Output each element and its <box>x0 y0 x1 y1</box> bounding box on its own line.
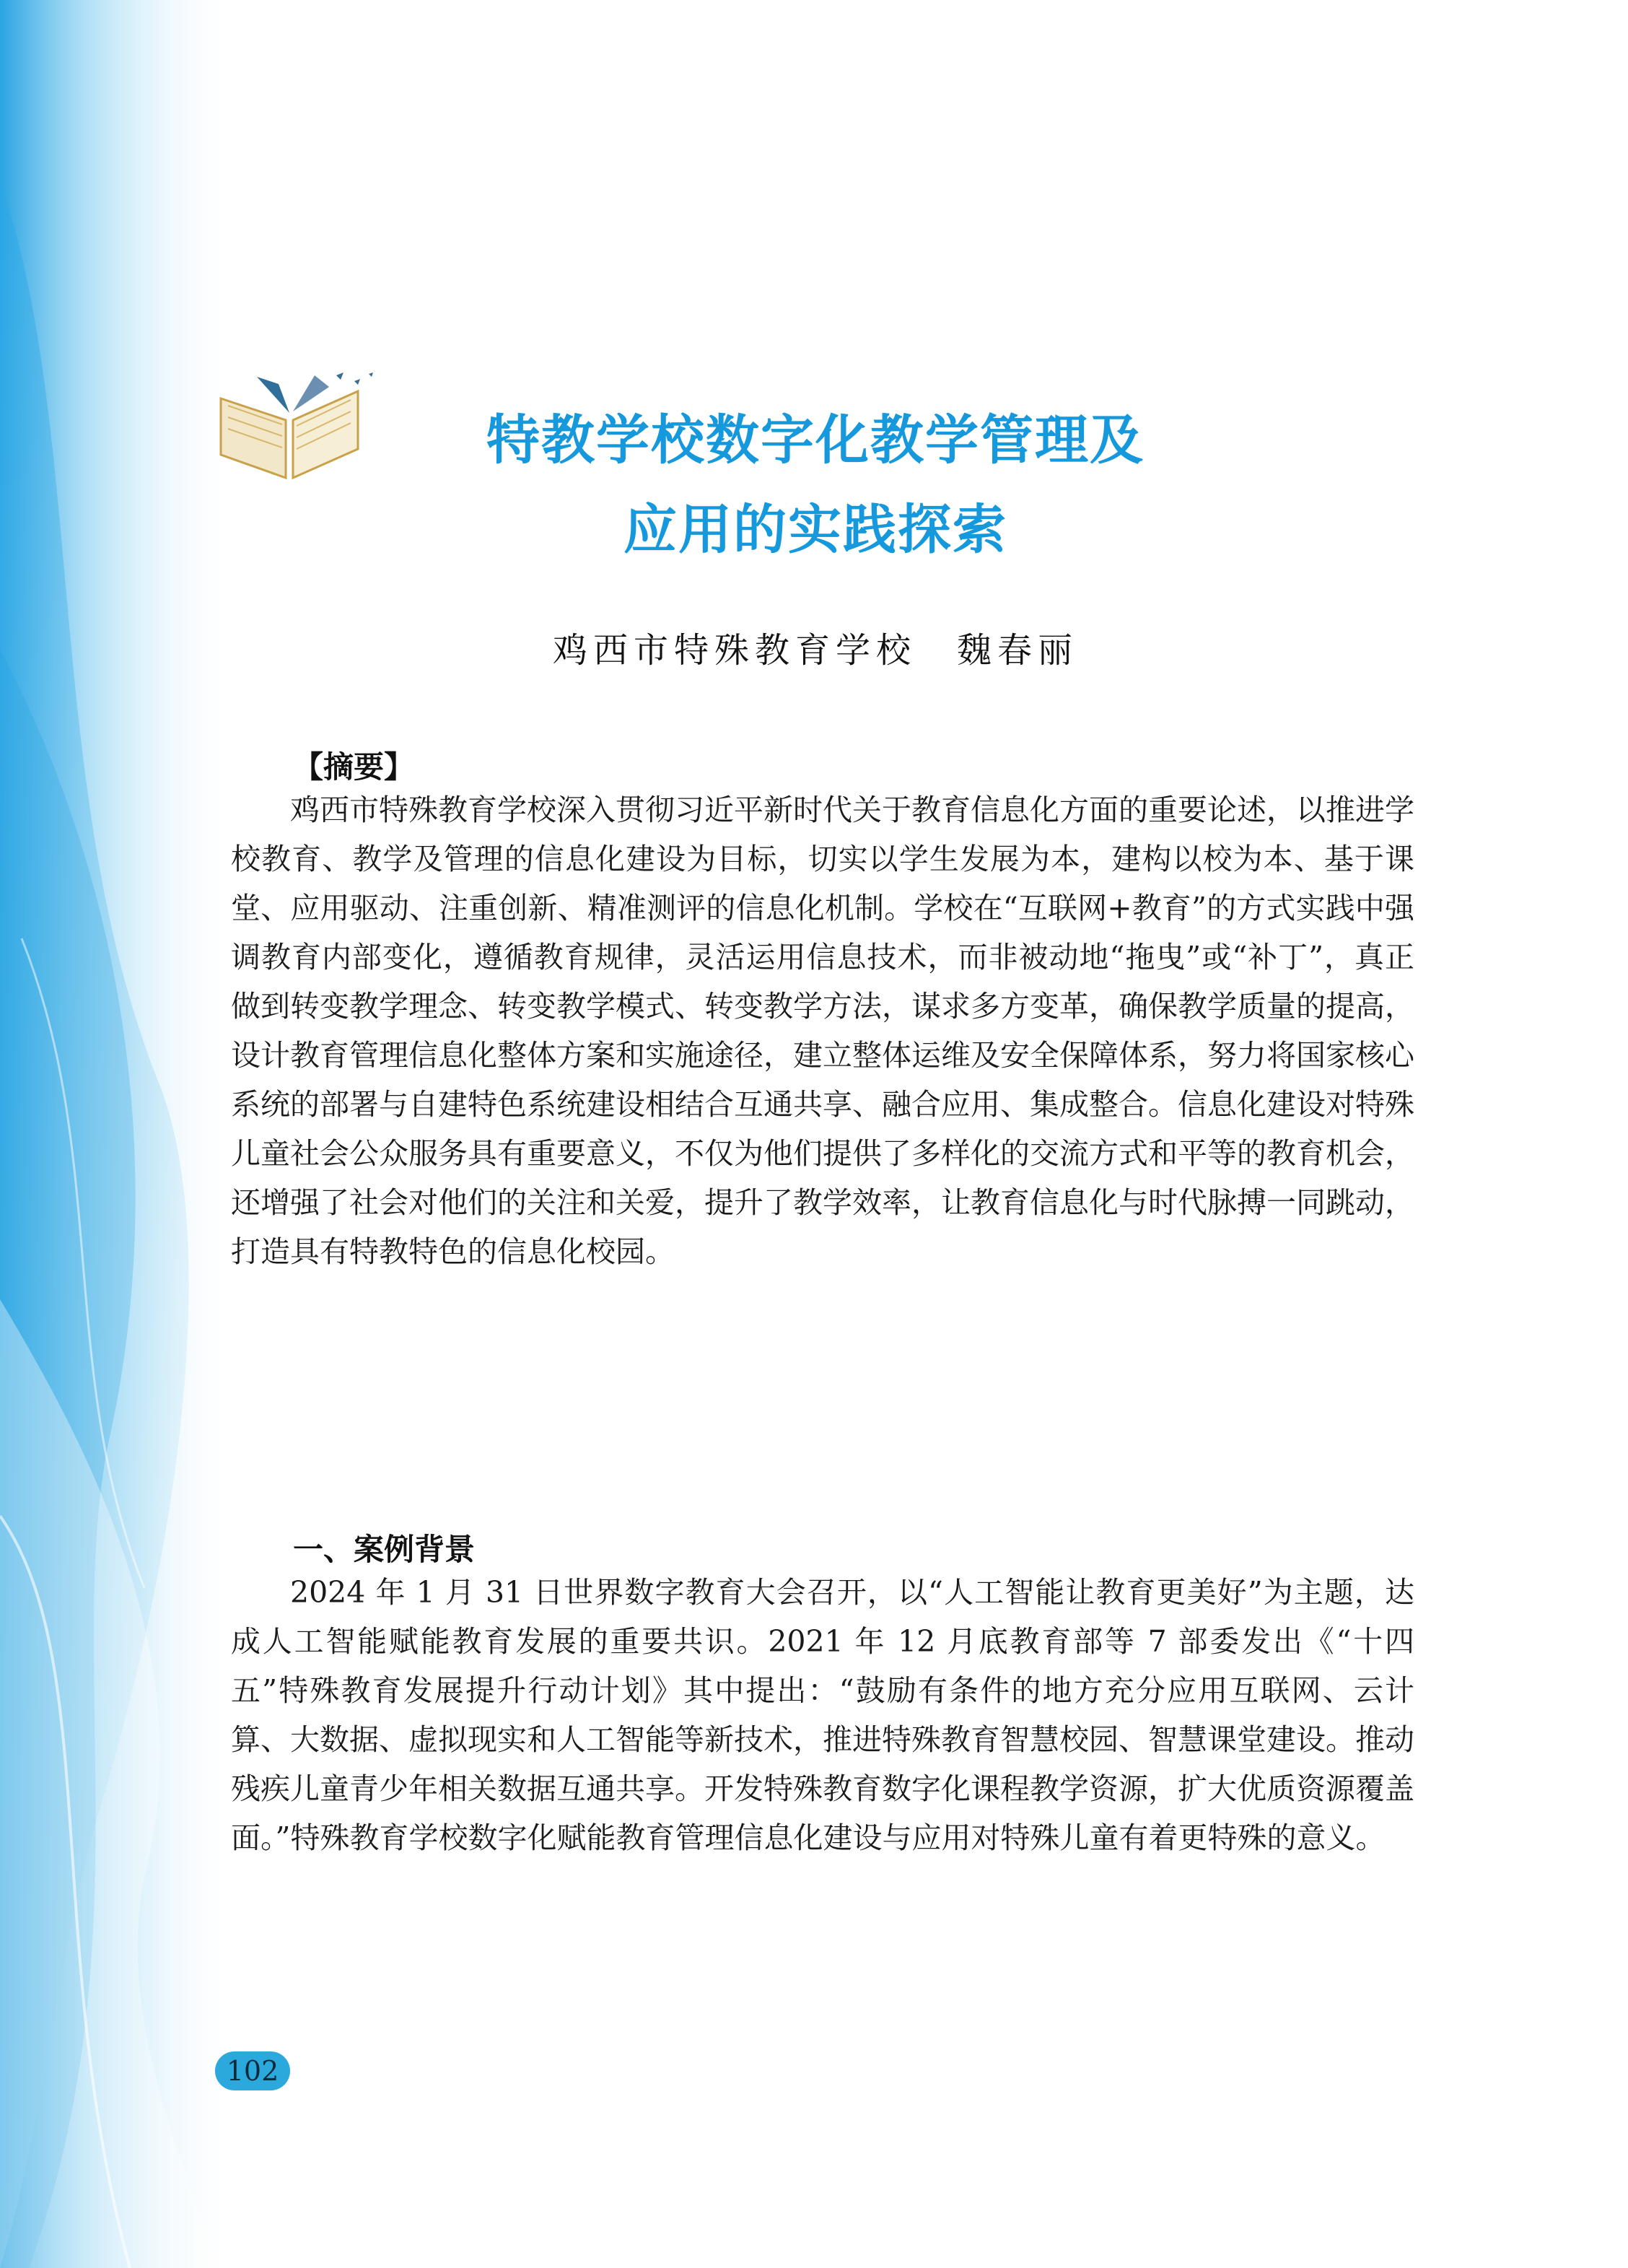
section-heading: 一、案例背景 <box>293 1532 476 1567</box>
author-line: 鸡西市特殊教育学校 魏春丽 <box>552 630 1078 671</box>
title-line-2: 应用的实践探索 <box>623 499 1007 561</box>
abstract-paragraph: 鸡西市特殊教育学校深入贯彻习近平新时代关于教育信息化方面的重要论述，以推进学校教育、教学及管理的信息化建设为目标，切实以学生发展为本，建构以校为本、基于课堂、应用驱动、注重创新、精准测评的信息化机制。学校在“互联网+教育”的方式实践中强调教育内部变化，遵循教育规律，灵活运用信息技术，而非被动地“拖曳”或“补丁”，真正做到转变教学理念、转变教学模式、转变教学方法，谋求多方变革，确保教学质量的提高，设计教育管理信息化整体方案和实施途径，建立整体运维及安全保障体系，努力将国家核心系统的部署与自建特色系统建设相结合互通共享、融合应用、集成整合。信息化建设对特殊儿童社会公众服务具有重要意义，不仅为他们提供了多样化的交流方式和平等的教育机会，还增强了社会对他们的关注和关爱，提升了教学效率，让教育信息化与时代脉搏一同跳动，打造具有特教特色的信息化校园。 <box>231 793 1414 1269</box>
section-paragraph: 2024 年 1 月 31 日世界数字教育大会召开，以“人工智能让教育更美好”为主题，达成人工智能赋能教育发展的重要共识。2021 年 12 月底教育部等 7 部委发出《“十四五”特殊教育发展提升行动计划》其中提出：“鼓励有条件的地方充分应用互联网、云计算、大数据、虚拟现实和人工智能等新技术，推进特殊教育智慧校园、智慧课堂建设。推动残疾儿童青少年相关数据互通共享。开发特殊教育数字化课程教学资源，扩大优质资源覆盖面。”特殊教育学校数字化赋能教育管理信息化建设与应用对特殊儿童有着更特殊的意义。 <box>231 1575 1414 1855</box>
article-title <box>404 396 1227 575</box>
abstract-heading: 【摘要】 <box>293 749 415 785</box>
open-book-icon <box>214 370 380 485</box>
title-line-1: 特教学校数字化教学管理及 <box>486 409 1145 471</box>
page-number-badge: 102 <box>215 2051 290 2090</box>
